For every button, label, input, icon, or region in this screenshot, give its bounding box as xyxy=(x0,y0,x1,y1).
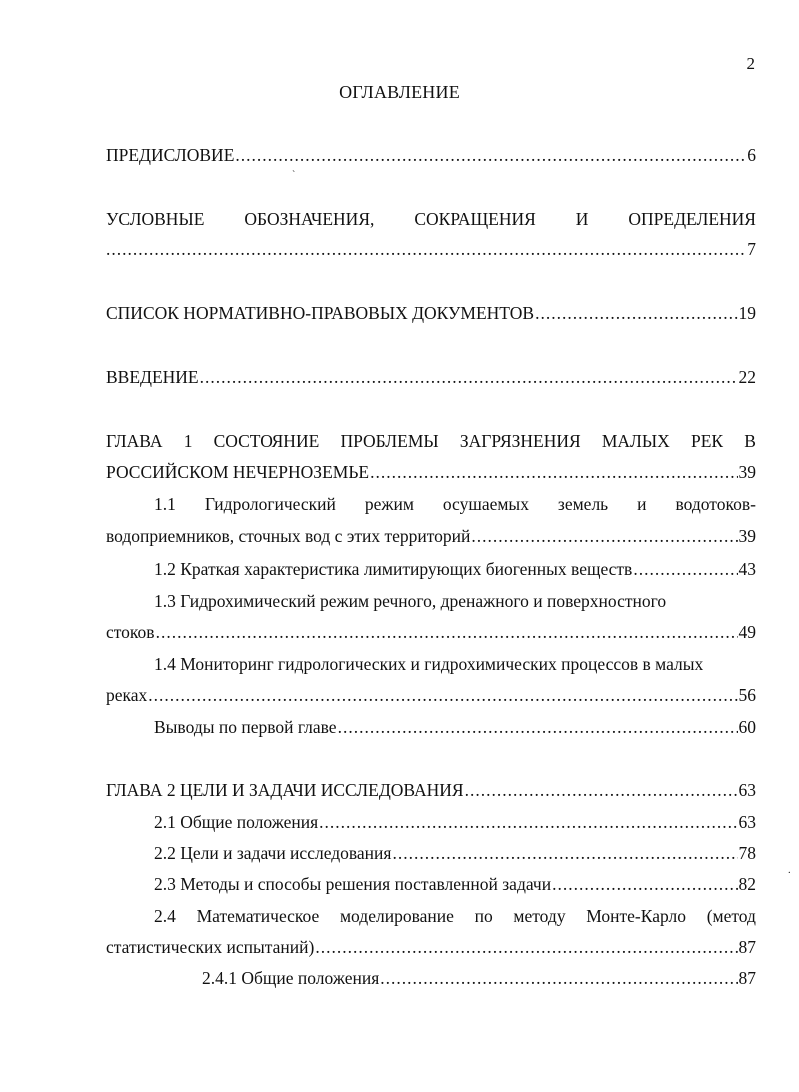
toc-entry-page: 39 xyxy=(738,462,756,482)
toc-word: ОПРЕДЕЛЕНИЯ xyxy=(628,209,756,229)
toc-word: В xyxy=(744,431,756,451)
toc-entry-label: стоков xyxy=(106,622,155,642)
toc-entry-page: 7 xyxy=(747,239,756,259)
toc-entry-page: 87 xyxy=(738,968,756,988)
toc-entry-1-4[interactable] xyxy=(154,654,756,678)
dot-leader xyxy=(315,937,737,958)
toc-entry-1-1-cont[interactable] xyxy=(106,526,756,550)
toc-entry-1-1[interactable] xyxy=(154,494,756,515)
page-number: 2 xyxy=(746,54,755,73)
toc-word: ПРОБЛЕМЫ xyxy=(340,431,439,451)
dot-leader xyxy=(392,843,737,864)
dot-leader xyxy=(148,685,737,706)
toc-entry-1-2[interactable] xyxy=(154,559,756,583)
dot-leader xyxy=(380,968,737,989)
toc-word: ОБОЗНАЧЕНИЯ, xyxy=(244,209,375,229)
dot-leader xyxy=(370,462,737,483)
toc-entry-2-4[interactable] xyxy=(154,906,756,927)
toc-entry-label: водоприемников, сточных вод с этих территорий xyxy=(106,526,471,546)
toc-entry-label: 2.4.1 Общие положения xyxy=(202,968,380,988)
toc-entry-label: ГЛАВА 2 ЦЕЛИ И ЗАДАЧИ ИССЛЕДОВАНИЯ xyxy=(106,780,464,800)
toc-entry-label: Выводы по первой главе xyxy=(154,717,337,737)
toc-entry-page: 22 xyxy=(738,367,756,387)
toc-entry-page: 43 xyxy=(738,559,756,579)
dot-leader xyxy=(156,622,738,643)
dot-leader xyxy=(106,239,746,260)
toc-entry-symbols-leader[interactable] xyxy=(106,239,756,263)
toc-word: СОКРАЩЕНИЯ xyxy=(414,209,536,229)
toc-entry-label: ВВЕДЕНИЕ xyxy=(106,367,199,387)
toc-entry-intro[interactable] xyxy=(106,367,756,391)
toc-entry-page: 82 xyxy=(738,874,756,894)
toc-word: Монте-Карло xyxy=(586,906,686,926)
scan-speck: · xyxy=(787,868,791,879)
toc-entry-symbols[interactable] xyxy=(106,209,756,230)
toc-entry-conclusions-1[interactable] xyxy=(154,717,756,741)
dot-leader xyxy=(633,559,737,580)
toc-entry-page: 87 xyxy=(738,937,756,957)
toc-entry-chapter-1-cont[interactable] xyxy=(106,462,756,486)
toc-word: моделирование xyxy=(339,906,454,926)
toc-entry-regulations[interactable] xyxy=(106,303,756,327)
toc-entry-page: 63 xyxy=(738,780,756,800)
dot-leader xyxy=(235,145,746,166)
toc-word: ГЛАВА xyxy=(106,431,163,451)
toc-word: УСЛОВНЫЕ xyxy=(106,209,205,229)
toc-entry-page: 60 xyxy=(738,717,756,737)
toc-entry-page: 6 xyxy=(747,145,756,165)
toc-word: осушаемых xyxy=(442,494,529,514)
toc-word: методу xyxy=(513,906,566,926)
toc-word: водотоков- xyxy=(675,494,756,514)
toc-entry-label: 2.3 Методы и способы решения поставленной задачи xyxy=(154,874,552,894)
toc-word: РЕК xyxy=(690,431,724,451)
toc-word: земель xyxy=(557,494,609,514)
toc-word: 1.1 xyxy=(154,494,176,514)
dot-leader xyxy=(535,303,737,324)
toc-entry-label: 1.3 Гидрохимический режим речного, дренажного и поверхностного xyxy=(154,591,667,611)
toc-entry-2-2[interactable] xyxy=(154,843,756,867)
toc-word: СОСТОЯНИЕ xyxy=(213,431,320,451)
toc-entry-label: 2.2 Цели и задачи исследования xyxy=(154,843,392,863)
toc-entry-label: РОССИЙСКОМ НЕЧЕРНОЗЕМЬЕ xyxy=(106,462,370,482)
toc-entry-1-3-cont[interactable] xyxy=(106,622,756,646)
toc-word: по xyxy=(474,906,493,926)
toc-entry-label: СПИСОК НОРМАТИВНО-ПРАВОВЫХ ДОКУМЕНТОВ xyxy=(106,303,535,323)
dot-leader xyxy=(319,812,737,833)
toc-entry-label: 1.2 Краткая характеристика лимитирующих биогенных веществ xyxy=(154,559,633,579)
toc-entry-label: 2.1 Общие положения xyxy=(154,812,319,832)
toc-entry-page: 49 xyxy=(738,622,756,642)
toc-word: 1 xyxy=(183,431,193,451)
dot-leader xyxy=(200,367,738,388)
toc-entry-2-4-cont[interactable] xyxy=(106,937,756,961)
toc-entry-chapter-1[interactable] xyxy=(106,431,756,452)
toc-entry-label: реках xyxy=(106,685,148,705)
toc-word: Математическое xyxy=(196,906,320,926)
toc-entry-page: 19 xyxy=(738,303,756,323)
toc-entry-label: статистических испытаний) xyxy=(106,937,315,957)
toc-entry-page: 39 xyxy=(738,526,756,546)
toc-entry-1-4-cont[interactable] xyxy=(106,685,756,709)
scan-speck: ` xyxy=(292,170,296,181)
dot-leader xyxy=(552,874,737,895)
toc-entry-label: ПРЕДИСЛОВИЕ xyxy=(106,145,235,165)
toc-entry-2-4-1[interactable] xyxy=(202,968,756,992)
toc-entry-2-3[interactable] xyxy=(154,874,756,898)
toc-entry-2-1[interactable] xyxy=(154,812,756,836)
toc-entry-preface[interactable] xyxy=(106,145,756,169)
toc-word: 2.4 xyxy=(154,906,176,926)
toc-entry-page: 78 xyxy=(738,843,756,863)
toc-entry-page: 56 xyxy=(738,685,756,705)
dot-leader xyxy=(465,780,738,801)
toc-word: ЗАГРЯЗНЕНИЯ xyxy=(459,431,581,451)
toc-word: (метод xyxy=(706,906,756,926)
toc-entry-label: 1.4 Мониторинг гидрологических и гидрохимических процессов в малых xyxy=(154,654,704,674)
toc-entry-1-3[interactable] xyxy=(154,591,756,615)
toc-entry-chapter-2[interactable] xyxy=(106,780,756,804)
toc-word: Гидрологический xyxy=(204,494,336,514)
toc-entry-page: 63 xyxy=(738,812,756,832)
toc-word: режим xyxy=(364,494,414,514)
toc-word: МАЛЫХ xyxy=(601,431,670,451)
toc-word: и xyxy=(637,494,647,514)
toc-word: И xyxy=(575,209,589,229)
dot-leader xyxy=(471,526,737,547)
page-title: ОГЛАВЛЕНИЕ xyxy=(339,82,460,102)
dot-leader xyxy=(338,717,738,738)
